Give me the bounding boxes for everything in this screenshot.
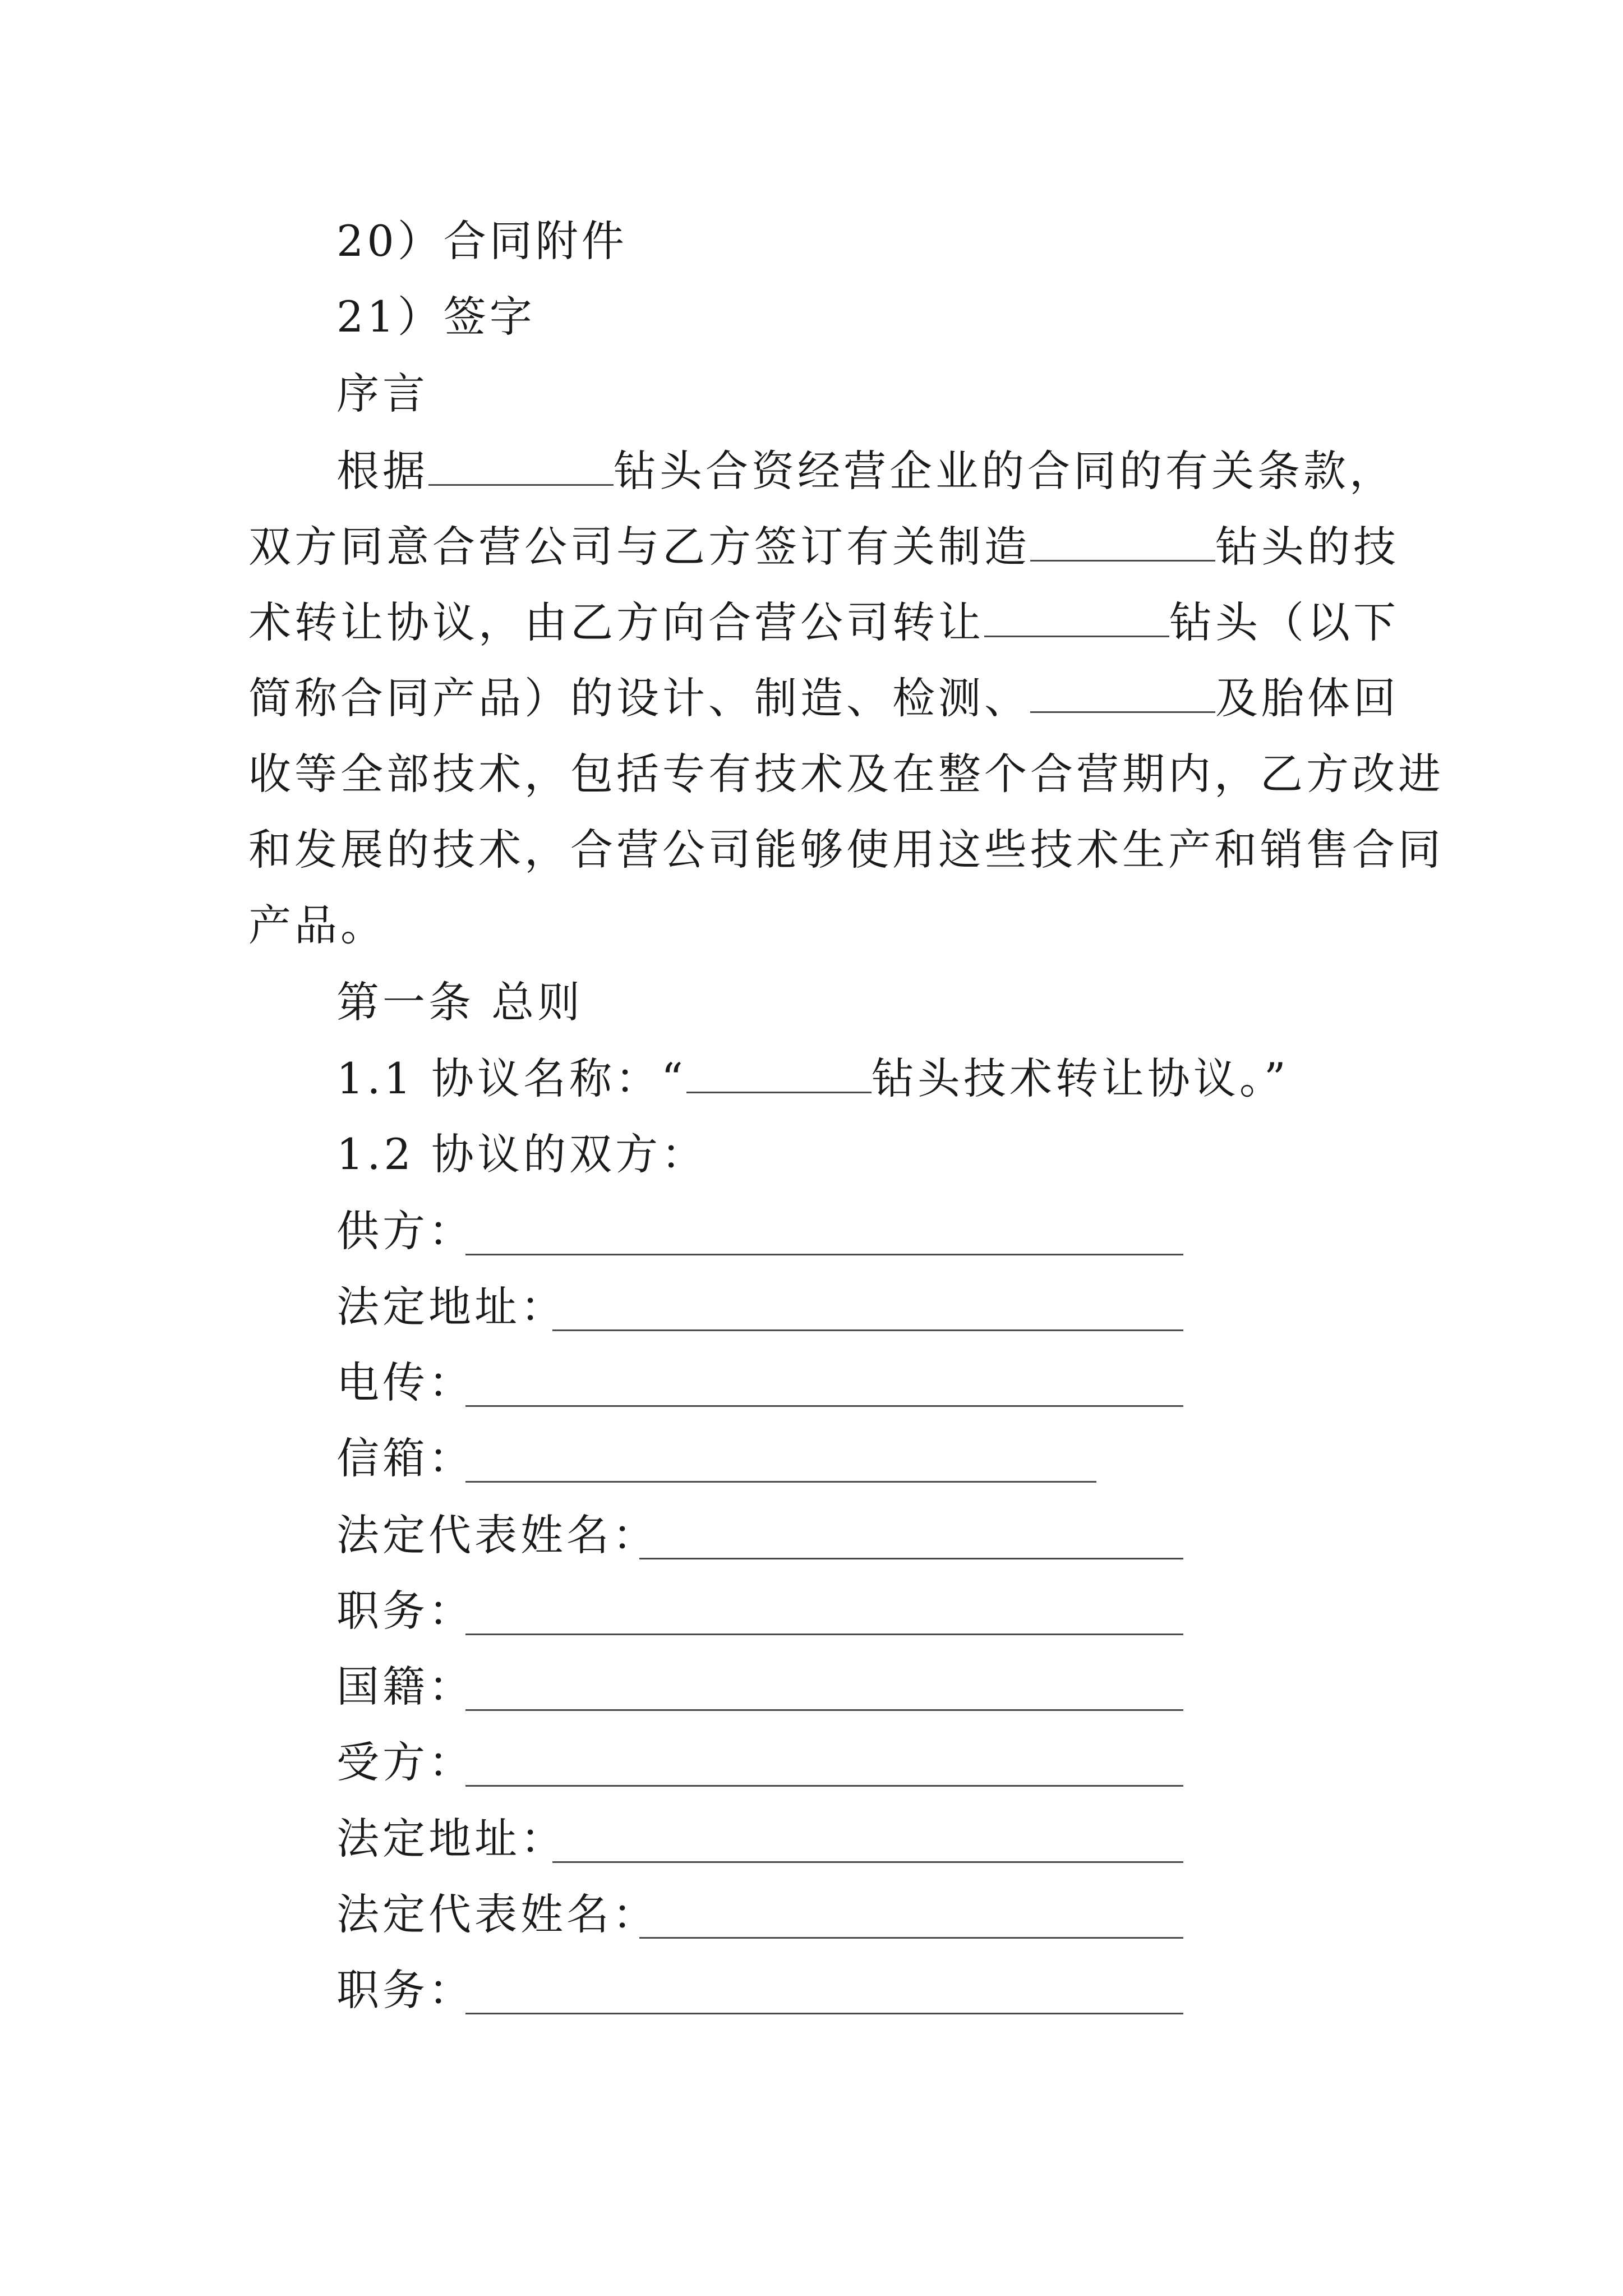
licensee-address-label: 法定地址： xyxy=(336,1814,566,1864)
blank-underline xyxy=(1030,526,1215,562)
licensee-representative-label: 法定代表姓名： xyxy=(336,1889,658,1939)
preface-line-3: 术转让协议，由乙方向合营公司转让 钻头（以下 xyxy=(248,597,1399,647)
supplier-address-line[interactable] xyxy=(552,1329,1183,1331)
supplier-address-label: 法定地址： xyxy=(336,1282,566,1332)
preface-line-5: 收等全部技术，包括专有技术及在整个合营期内，乙方改进 xyxy=(248,749,1444,799)
preface-line-7: 产品。 xyxy=(248,900,386,950)
supplier-position-line[interactable] xyxy=(465,1634,1183,1635)
preface-heading: 序言 xyxy=(336,369,428,418)
mailbox-line[interactable] xyxy=(465,1481,1096,1483)
licensee-label: 受方： xyxy=(336,1737,474,1787)
item-1-2: 1.2 协议的双方： xyxy=(336,1129,708,1179)
licensee-address-line[interactable] xyxy=(552,1861,1183,1863)
licensee-position-label: 职务： xyxy=(336,1965,474,2015)
item-1-1: 1.1 协议名称：“ 钻头技术转让协议。” xyxy=(336,1053,1289,1103)
article-1-heading: 第一条 总则 xyxy=(336,977,584,1027)
preface-line-6: 和发展的技术，合营公司能够使用这些技术生产和销售合同 xyxy=(248,825,1444,875)
blank-underline xyxy=(428,450,614,486)
preface-line-4: 简称合同产品）的设计、制造、检测、 及胎体回 xyxy=(248,673,1399,723)
licensee-position-line[interactable] xyxy=(465,2013,1183,2014)
supplier-line[interactable] xyxy=(465,1254,1183,1255)
telex-line[interactable] xyxy=(465,1405,1183,1407)
toc-item-21: 21）签字 xyxy=(336,292,536,342)
supplier-position-label: 职务： xyxy=(336,1586,474,1636)
licensee-representative-line[interactable] xyxy=(639,1937,1183,1939)
telex-label: 电传： xyxy=(336,1358,474,1407)
toc-item-20: 20）合同附件 xyxy=(336,216,628,266)
nationality-label: 国籍： xyxy=(336,1662,474,1711)
nationality-line[interactable] xyxy=(465,1709,1183,1711)
mailbox-label: 信箱： xyxy=(336,1433,474,1483)
supplier-representative-label: 法定代表姓名： xyxy=(336,1510,658,1560)
licensee-line[interactable] xyxy=(465,1785,1183,1787)
preface-line-1: 根据 钻头合资经营企业的合同的有关条款， xyxy=(336,446,1395,496)
blank-underline xyxy=(984,602,1169,637)
preface-line-2: 双方同意合营公司与乙方签订有关制造 钻头的技 xyxy=(248,522,1399,572)
supplier-representative-line[interactable] xyxy=(639,1558,1183,1559)
supplier-label: 供方： xyxy=(336,1206,474,1256)
blank-underline xyxy=(686,1058,872,1093)
blank-underline xyxy=(1030,678,1215,713)
